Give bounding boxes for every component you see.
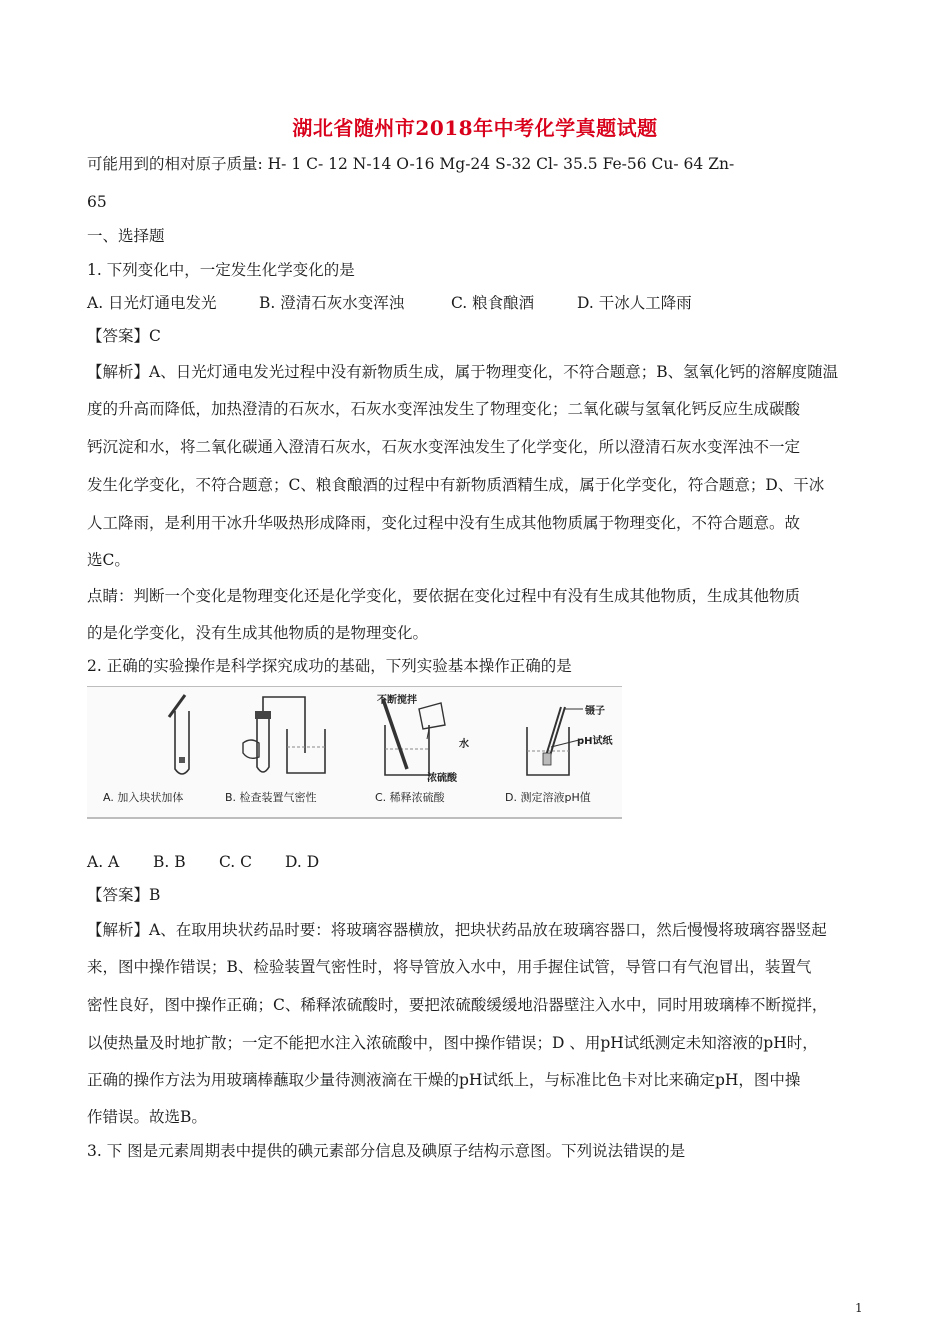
label-acid: 浓硫酸 xyxy=(427,773,457,784)
q1-analysis-line: 【解析】A、日光灯通电发光过程中没有新物质生成，属于物理变化，不符合题意；B、氢氧化钙的溶解度随温 xyxy=(87,363,839,381)
q2-option-a: A. A xyxy=(87,853,120,871)
q1-option-c: C. 粮食酿酒 xyxy=(451,294,535,312)
q2-analysis-line: 来，图中操作错误；B、检验装置气密性时，将导管放入水中，用手握住试管，导管口有气泡冒出，装置气 xyxy=(87,958,812,976)
test-tube-solid-icon xyxy=(87,687,217,787)
q1-analysis-line: 度的升高而降低，加热澄清的石灰水，石灰水变浑浊发生了物理变化；二氧化碳与氢氧化钙反应生成碳酸 xyxy=(87,400,801,418)
q2-stem: 2. 正确的实验操作是科学探究成功的基础，下列实验基本操作正确的是 xyxy=(87,657,572,675)
q2-analysis-line: 正确的操作方法为用玻璃棒蘸取少量待测液滴在干燥的pH试纸上，与标准比色卡对比来确定pH，图中操 xyxy=(87,1071,801,1089)
label-stir: 不断搅拌 xyxy=(377,695,417,706)
q2-analysis-line: 密性良好，图中操作正确；C、稀释浓硫酸时，要把浓硫酸缓缓地沿器壁注入水中，同时用玻璃棒不断搅拌， xyxy=(87,996,828,1014)
caption-c: C. 稀释浓硫酸 xyxy=(375,791,445,804)
q1-tip-line: 点睛：判断一个变化是物理变化还是化学变化，要依据在变化过程中有没有生成其他物质，生成其他物质 xyxy=(87,587,801,605)
atomic-masses-line: 可能用到的相对原子质量: H- 1 C- 12 N-14 O-16 Mg-24 S-32 Cl- 35.5 Fe-56 Cu- 64 Zn- xyxy=(87,155,735,173)
figure-panel-d xyxy=(487,687,622,817)
q1-option-b: B. 澄清石灰水变浑浊 xyxy=(259,294,405,312)
q1-option-d: D. 干冰人工降雨 xyxy=(577,294,692,312)
q2-option-c: C. C xyxy=(219,853,253,871)
q2-analysis-line: 以使热量及时地扩散；一定不能把水注入浓硫酸中，图中操作错误；D 、用pH试纸测定未知溶液的pH时， xyxy=(87,1034,818,1052)
section-heading: 一、选择题 xyxy=(87,227,165,245)
q1-tip-line: 的是化学变化，没有生成其他物质的是物理变化。 xyxy=(87,624,429,642)
q3-stem: 3. 下 图是元素周期表中提供的碘元素部分信息及碘原子结构示意图。下列说法错误的是 xyxy=(87,1142,686,1160)
q2-option-b: B. B xyxy=(153,853,186,871)
figure-panel-c xyxy=(349,687,489,817)
page-title: 湖北省随州市2018年中考化学真题试题 xyxy=(292,116,658,140)
q2-option-d: D. D xyxy=(285,853,320,871)
figure-panel-b xyxy=(217,687,347,817)
q1-analysis-line: 选C。 xyxy=(87,551,130,569)
q1-analysis-line: 人工降雨，是利用干冰升华吸热形成降雨，变化过程中没有生成其他物质属于物理变化，不符合题意。故 xyxy=(87,514,801,532)
caption-b: B. 检查装置气密性 xyxy=(225,791,317,804)
q1-options xyxy=(87,293,692,313)
q2-analysis-line: 作错误。故选B。 xyxy=(87,1108,207,1126)
page-number: 1 xyxy=(855,1301,863,1315)
caption-d: D. 测定溶液pH值 xyxy=(505,791,591,804)
q2-analysis-line: 【解析】A、在取用块状药品时要：将玻璃容器横放，把块状药品放在玻璃容器口，然后慢慢将玻璃容器竖起 xyxy=(87,921,827,939)
q2-experiment-figure xyxy=(87,686,622,819)
q1-option-a: A. 日光灯通电发光 xyxy=(87,294,217,312)
atomic-masses-line-cont: 65 xyxy=(87,193,107,211)
figure-panel-a xyxy=(87,687,217,817)
q1-stem: 1. 下列变化中，一定发生化学变化的是 xyxy=(87,261,355,279)
q1-analysis-line: 钙沉淀和水，将二氧化碳通入澄清石灰水，石灰水变浑浊发生了化学变化，所以澄清石灰水变浑浊不一定 xyxy=(87,438,801,456)
label-tweezers: 镊子 xyxy=(585,706,605,717)
airtightness-apparatus-icon xyxy=(217,687,347,787)
q1-analysis-line: 发生化学变化，不符合题意；C、粮食酿酒的过程中有新物质酒精生成，属于化学变化，符合题意；D、干冰 xyxy=(87,476,825,494)
label-water: 水 xyxy=(459,739,469,750)
caption-a: A. 加入块状加体 xyxy=(103,791,184,804)
q2-options xyxy=(87,852,319,872)
q1-answer: 【答案】C xyxy=(87,327,161,345)
label-ph-paper: pH试纸 xyxy=(577,736,613,747)
q2-answer: 【答案】B xyxy=(87,886,161,904)
